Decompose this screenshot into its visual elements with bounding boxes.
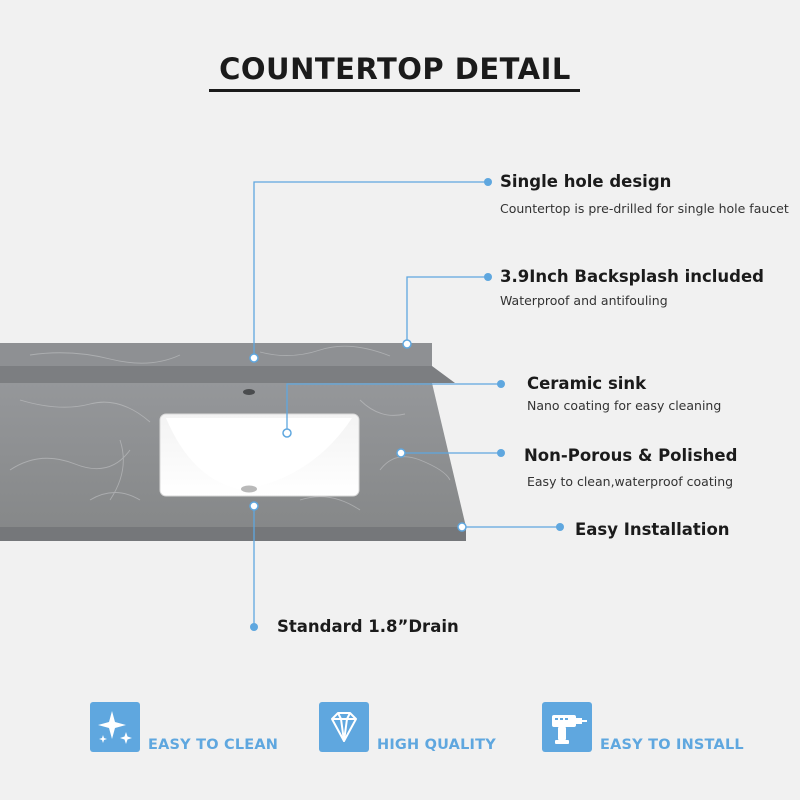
sparkle-icon	[90, 702, 140, 752]
ceramic-sink	[160, 414, 359, 496]
feature-backsplash-desc: Waterproof and antifouling	[500, 293, 668, 308]
feature-single-hole-desc: Countertop is pre-drilled for single hole faucet	[500, 201, 789, 216]
diamond-icon	[319, 702, 369, 752]
feature-drain-title: Standard 1.8”Drain	[277, 617, 459, 636]
badge-easy-to-clean-label: EASY TO CLEAN	[148, 737, 279, 753]
feature-non-porous-title: Non-Porous & Polished	[524, 446, 738, 465]
backsplash	[0, 343, 455, 383]
drill-icon	[542, 702, 592, 752]
badge-easy-to-install-label: EASY TO INSTALL	[600, 737, 744, 753]
feature-ceramic-sink-desc: Nano coating for easy cleaning	[527, 398, 722, 413]
feature-non-porous-desc: Easy to clean,waterproof coating	[527, 474, 734, 489]
feature-single-hole-title: Single hole design	[500, 172, 672, 191]
faucet-hole	[243, 389, 255, 395]
feature-installation-title: Easy Installation	[575, 520, 730, 539]
badge-high-quality-label: HIGH QUALITY	[377, 737, 496, 753]
page-title: COUNTERTOP DETAIL	[219, 52, 571, 86]
feature-ceramic-sink-title: Ceramic sink	[527, 374, 647, 393]
feature-backsplash-title: 3.9Inch Backsplash included	[500, 267, 764, 286]
